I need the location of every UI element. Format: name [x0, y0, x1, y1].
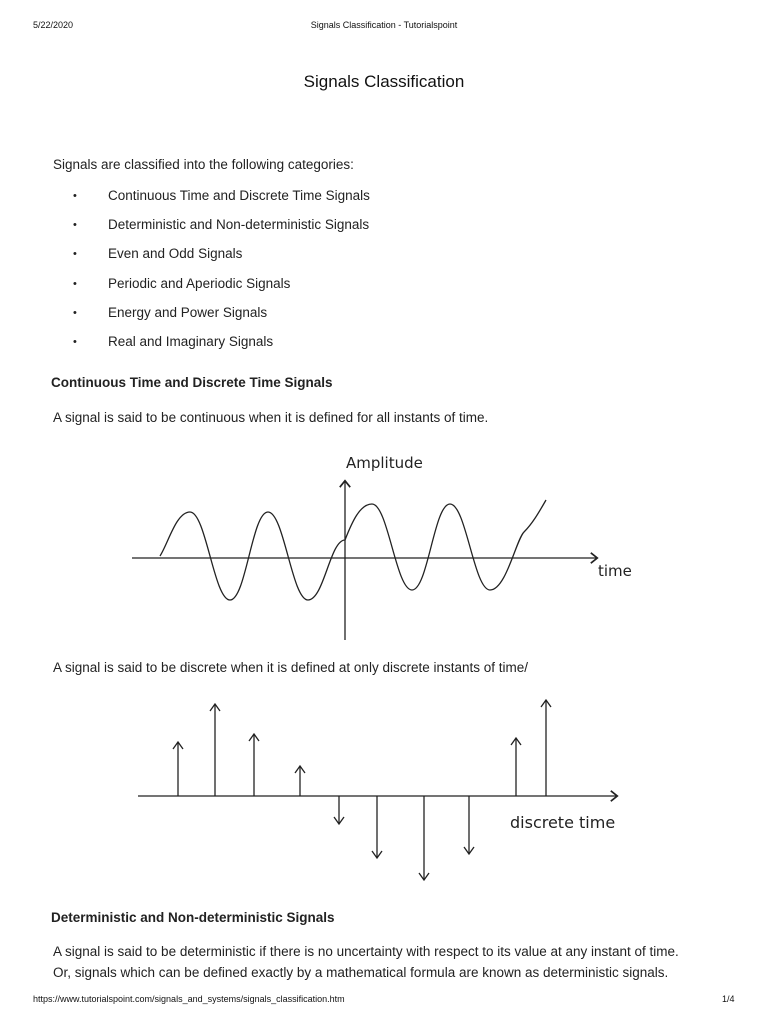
list-item	[0, 329, 370, 358]
discrete-time-label: discrete time	[510, 813, 616, 832]
amplitude-label: Amplitude	[346, 454, 423, 472]
page-title: Signals Classification	[303, 72, 465, 91]
bullet-icon: •	[73, 335, 77, 348]
discrete-samples	[173, 700, 551, 880]
section-heading-continuous-discrete: Continuous Time and Discrete Time Signals	[51, 375, 333, 390]
print-date: 5/22/2020	[33, 20, 74, 30]
discrete-signal-figure	[0, 690, 768, 890]
list-item	[0, 271, 370, 300]
print-doc-title: Signals Classification - Tutorialspoint	[310, 20, 458, 30]
intro-text: Signals are classified into the following categories:	[53, 157, 354, 172]
category-list	[0, 183, 370, 358]
list-item	[0, 212, 370, 241]
discrete-definition: A signal is said to be discrete when it is defined at only discrete instants of time/	[53, 660, 528, 675]
footer-url: https://www.tutorialspoint.com/signals_and_systems/signals_classification.htm	[33, 994, 345, 1004]
list-item-label: Real and Imaginary Signals	[108, 333, 274, 349]
list-item-label: Deterministic and Non-deterministic Signals	[108, 217, 370, 233]
continuous-definition: A signal is said to be continuous when it is defined for all instants of time.	[53, 410, 489, 425]
bullet-icon: •	[73, 219, 77, 232]
bullet-icon: •	[73, 248, 77, 261]
bullet-icon: •	[73, 190, 77, 202]
list-item	[0, 183, 370, 212]
time-label: time	[598, 562, 632, 580]
section-heading-deterministic: Deterministic and Non-deterministic Signals	[51, 910, 335, 925]
deterministic-definition-line1: A signal is said to be deterministic if there is no uncertainty with respect to its value at any instant of time.	[53, 944, 679, 959]
page-number: 1/4	[722, 994, 735, 1004]
continuous-signal-figure	[0, 440, 768, 650]
deterministic-definition-line2: Or, signals which can be defined exactly by a mathematical formula are known as deterministic signals.	[53, 965, 669, 980]
bullet-icon: •	[73, 306, 77, 319]
bullet-icon: •	[73, 277, 77, 290]
continuous-wave	[160, 500, 546, 600]
list-item-label: Energy and Power Signals	[108, 304, 268, 320]
list-item-label: Continuous Time and Discrete Time Signals	[108, 188, 370, 203]
list-item	[0, 241, 370, 270]
list-item-label: Periodic and Aperiodic Signals	[108, 275, 291, 291]
list-item	[0, 300, 370, 329]
list-item-label: Even and Odd Signals	[108, 246, 243, 262]
